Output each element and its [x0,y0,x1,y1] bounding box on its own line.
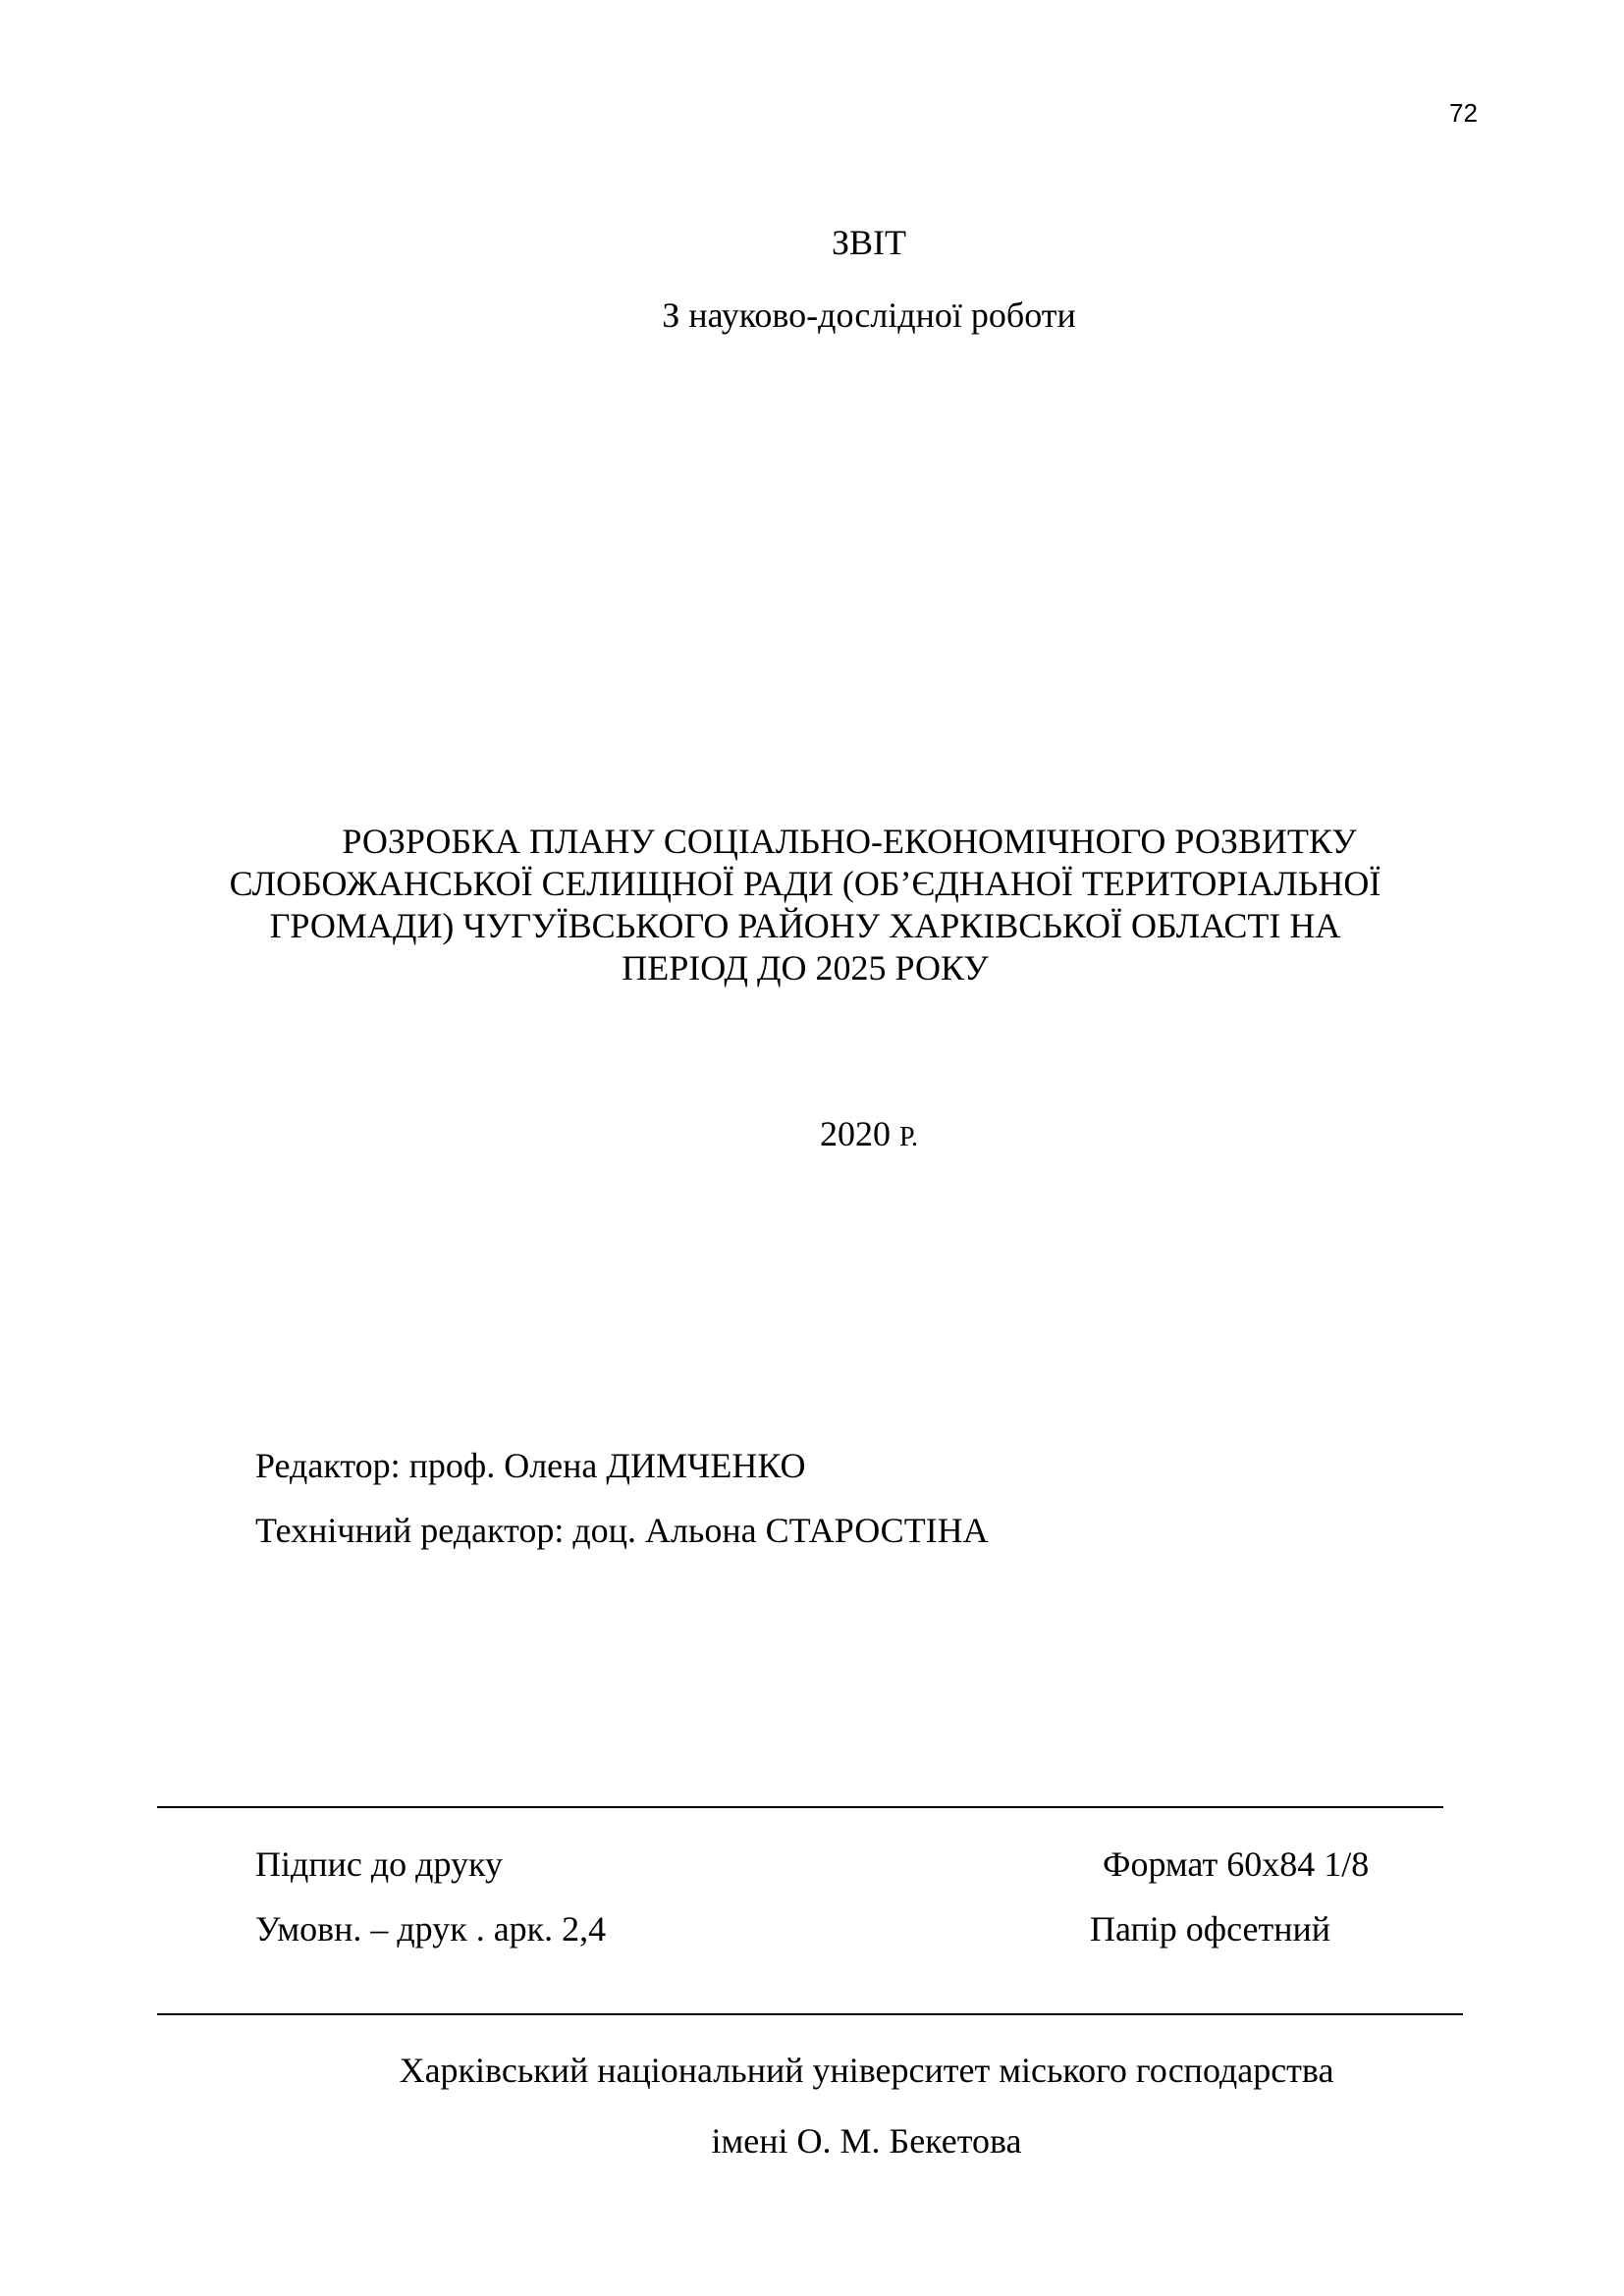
imprint-bottom-rule [157,2013,1463,2015]
report-year-value: 2020 [819,1114,891,1153]
report-title-line-2: СЛОБОЖАНСЬКОЇ СЕЛИЩНОЇ РАДИ (ОБ’ЄДНАНОЇ ТЕРИТОРІАЛЬНОЇ [229,864,1381,903]
paper-type-label: Папір офсетний [1090,1909,1331,1949]
report-title-line-3: ГРОМАДИ) ЧУГУЇВСЬКОГО РАЙОНУ ХАРКІВСЬКОЇ ОБЛАСТІ НА [269,906,1341,945]
imprint-top-rule [157,1806,1443,1808]
print-sheets-label: Умовн. – друк . арк. 2,4 [255,1909,607,1949]
format-label: Формат 60х84 1/8 [1103,1844,1370,1884]
report-year [0,1113,1624,1154]
page-number: 72 [1449,98,1478,128]
report-title [167,821,1443,989]
document-subtype: З науково-дослідної роботи [662,295,1076,335]
document-type-heading: ЗВІТ [831,223,907,262]
sign-to-print-label: Підпис до друку [255,1844,503,1884]
report-title-line-1: РОЗРОБКА ПЛАНУ СОЦІАЛЬНО-ЕКОНОМІЧНОГО РОЗВИТКУ [342,822,1357,861]
report-year-suffix: Р. [898,1122,919,1152]
report-title-line-4: ПЕРІОД ДО 2025 РОКУ [622,948,989,988]
publisher-name-suffix: імені О. М. Бекетова [711,2121,1022,2161]
publisher-name: Харківський національний університет міського господарства [399,2051,1334,2090]
technical-editor-credit: Технічний редактор: доц. Альона СТАРОСТІНА [255,1511,989,1550]
editor-credit: Редактор: проф. Олена ДИМЧЕНКО [255,1446,806,1485]
